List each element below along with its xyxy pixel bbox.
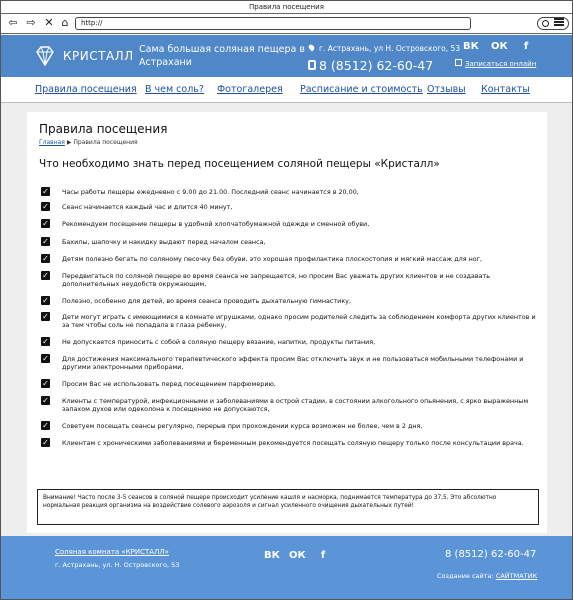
site-footer [1,536,572,599]
checkbox-icon: ✓ [42,421,49,430]
notice-box: Внимание! Часто после 3-5 сеансов в соляной пещере происходит усиление кашля и насморка, поднимается температура до 37,5. Это абсолютно нормальная реакция организма на воздействие солевого аэрозоля и сигнал усиленного очищения дыхательных путей! [37,489,539,525]
checkbox-icon: ✓ [42,396,49,405]
list-item: ✓ Советуем посещать сеансы регулярно, перерыв при прохождении курса возможен не более, чем в 2 дня, [42,421,423,430]
checkbox-icon: ✓ [42,438,49,447]
browser-toolbar [1,14,572,34]
facebook-icon[interactable]: f [523,41,529,52]
footer-address: г. Астрахань, ул. Н. Островского, 53 [55,561,180,569]
nav-item-schedule[interactable]: Расписание и стоимость [300,84,423,95]
content-area [1,103,572,536]
address-bar[interactable]: http:// [75,17,471,30]
nav-item-gallery[interactable]: Фотогалерея [217,84,283,95]
breadcrumb-home-link[interactable]: Главная [39,139,65,146]
checkbox-icon: ✓ [42,271,49,280]
content-panel [27,112,547,533]
list-item: ✓ Дети могут играть с имеющимися в комнате игрушками, однако просим родителей следить за соблюдением комфорта других клиентов и за тем чтобы соль не попадала в глаза ребенку, [42,312,536,329]
list-item: ✓ Для достижения максимального терапевтического эффекта просим Вас отключить звук и не пользоваться мобильными телефонами и другими электронными приборами, [42,354,524,371]
rules-list [41,188,537,455]
forward-arrow-icon[interactable]: ⇨ [26,16,36,29]
diamond-logo-icon[interactable] [34,46,56,66]
logo-text[interactable]: КРИСТАЛЛ [63,49,134,63]
nav-item-rules[interactable]: Правила посещения [35,84,137,95]
list-item: ✓ Клиенты с температурой, инфекционными и заболеваниями в острой стадии, в состоянии алкогольного опьянения, с ярко выраженным запахом духов или одеколона к посещению не допускаются, [42,396,529,413]
list-item: ✓ Передвигаться по соляной пещере во время сеанса не запрещается, но просим Вас уважать других клиентов и не создавать дополнительных неудобств окружающим, [42,271,490,288]
footer-vk-icon[interactable]: ВК [264,550,280,561]
checkbox-icon: ✓ [42,219,49,228]
footer-credits: Создание сайта: САЙТМАТИК [437,572,538,580]
nav-item-about-salt[interactable]: В чем соль? [145,84,204,95]
nav-item-reviews[interactable]: Отзывы [427,84,466,95]
search-icon [542,20,549,27]
checkbox-icon: ✓ [42,354,49,363]
nav-item-contacts[interactable]: Контакты [481,84,530,95]
hamburger-menu-icon[interactable] [554,18,564,26]
list-item: ✓ Рекомендуем посещение пещеры в удобной хлопчатобумажной одежде и сменной обуви, [42,219,370,228]
checkbox-icon: ✓ [42,187,49,196]
header-phone[interactable]: 8 (8512) 62-60-47 [319,58,434,73]
phone-icon [308,60,316,70]
checkbox-icon: ✓ [42,237,49,246]
checkbox-icon: ✓ [42,202,49,211]
list-item: ✓ Полезно, особенно для детей, во время сеанса проводить дыхательную гимнастику, [42,296,351,305]
list-item: ✓ Просим Вас не использовать перед посещением парфюмерию, [42,379,276,388]
site-header [1,35,572,77]
list-item: ✓ Клиентам с хроническими заболеваниями и беременным рекомендуется посещать соляную пещеру только после консультации врача. [42,438,524,447]
breadcrumb-separator-icon: ▶ [66,139,72,146]
checkbox-icon: ✓ [42,337,49,346]
list-item: ✓ Бахилы, шапочку и накидку выдают перед началом сеанса, [42,237,266,246]
checkbox-icon: ✓ [42,379,49,388]
checkbox-icon: ✓ [42,254,49,263]
odnoklassniki-icon[interactable]: ОК [491,41,508,52]
breadcrumb-current: Правила посещения [73,139,138,146]
checkbox-icon: ✓ [42,312,49,321]
site-tagline: Сама большая соляная пещера в Астрахани [139,44,305,68]
list-item: ✓ Часы работы пещеры ежедневно с 9.00 до 21.00. Последний сеанс начинается в 20.00, [42,187,359,196]
checkbox-icon: ✓ [42,296,49,305]
section-title: Что необходимо знать перед посещением соляной пещеры «Кристалл» [39,158,440,170]
window-title: Правила посещения [1,1,572,14]
footer-phone[interactable]: 8 (8512) 62-60-47 [445,549,537,560]
footer-odnoklassniki-icon[interactable]: ОК [289,550,306,561]
stop-icon[interactable]: ✕ [44,16,54,29]
list-item: ✓ Сеанс начинается каждый час и длится 40 минут, [42,202,233,211]
vk-icon[interactable]: ВК [463,41,479,52]
search-box[interactable] [537,17,569,30]
list-item: ✓ Детям полезно бегать по соляному песочку без обуви, это хорошая профилактика плоскостопия и мягкий массаж для ног, [42,254,483,263]
footer-company-link[interactable]: Соляная комната «КРИСТАЛЛ» [55,548,169,556]
footer-facebook-icon[interactable]: f [320,550,326,561]
breadcrumb [39,139,138,146]
home-icon[interactable]: ⌂ [61,16,69,29]
book-online-link[interactable]: Записаться онлайн [465,60,537,68]
header-address: г. Астрахань, ул Н. Островского, 53 [319,44,461,53]
back-arrow-icon[interactable]: ⇦ [8,16,18,29]
list-item: ✓ Не допускается приносить с собой в соляную пещеру вязание, напитки, продукты питания, [42,337,376,346]
main-nav [1,77,572,103]
developer-link[interactable]: САЙТМАТИК [495,572,538,580]
page-title: Правила посещения [39,122,168,136]
